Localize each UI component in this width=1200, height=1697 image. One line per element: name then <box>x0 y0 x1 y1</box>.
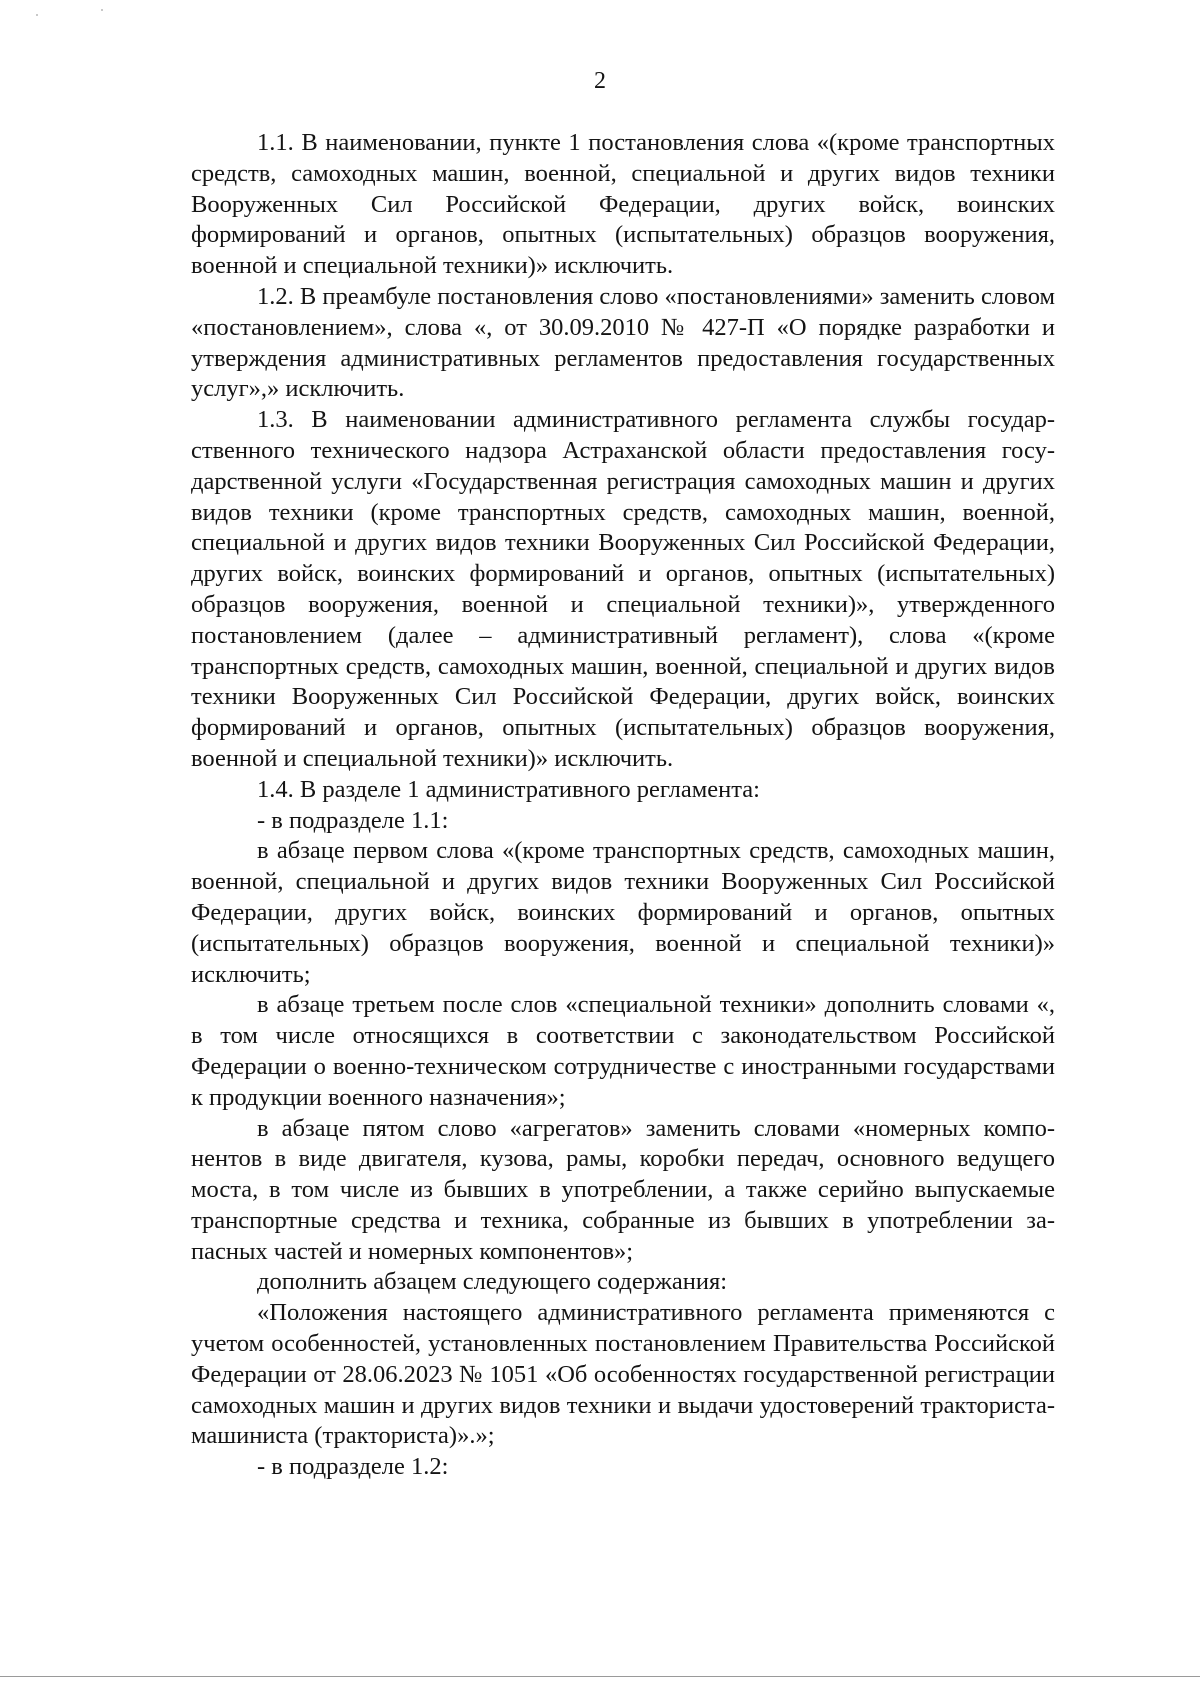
scan-speck <box>101 9 103 11</box>
paragraph-1-1: 1.1. В наименовании, пункте 1 постановления слова «(кроме транспортных средств, самоходных машин, военной, специальной и других видов техники Вооруженных Сил Российской Федерации, других войск, воинских формирований и органов, опытных (испытательных) образцов вооружения, военной и специальной техники)» исключить. <box>191 129 1055 280</box>
paragraph-quoted-provision: «Положения настоящего административного регламента применяются с учетом особенностей, установленных постановлением Правительства Российской Федерации от 28.06.2023 № 1051 «Об особенностях государственной регистрации самоходных машин и других видов техники и выдачи удостоверений тракториста-машиниста (тракториста)».»; <box>191 1299 1055 1450</box>
scan-bottom-edge <box>0 1676 1200 1677</box>
paragraph-fifth-abzac: в абзаце пятом слово «агрегатов» заменить словами «номерных компонентов в виде двигателя, кузова, рамы, коробки передач, основного ведущего моста, в том числе из бывших в употреблении, а также серийно выпускаемые транспортные средства и техника, собранные из бывших в употреблении запасных частей и номерных компонентов»; <box>191 1114 1055 1265</box>
subsection-1-1-heading: - в подразделе 1.1: <box>257 806 449 834</box>
paragraph-first-abzac: в абзаце первом слова «(кроме транспортных средств, самоходных машин, военной, специальной и других видов техники Вооруженных Сил Российской Федерации, других войск, воинских формирований и органов, опытных (испытательных) образцов вооружения, военной и специальной техники)» исключить; <box>191 837 1055 988</box>
paragraph-1-2: 1.2. В преамбуле постановления слово «постановлениями» заменить словом «постановлением», слова «, от 30.09.2010 № 427-П «О порядке разработки и утверждения административных регламентов предоставления государственных услуг»,» исключить. <box>191 282 1055 403</box>
paragraph-third-abzac: в абзаце третьем после слов «специальной техники» дополнить словами «, в том числе относящихся в соответствии с законодательством Российской Федерации о военно-техническом сотрудничестве с иностранными государствами к продукции военного назначения»; <box>191 991 1055 1111</box>
subsection-1-2-heading: - в подразделе 1.2: <box>257 1453 449 1481</box>
document-body <box>191 128 1055 1483</box>
page-number: 2 <box>594 68 606 94</box>
scan-speck <box>36 14 38 16</box>
paragraph-add-abzac: дополнить абзацем следующего содержания: <box>257 1268 728 1296</box>
paragraph-1-3: 1.3. В наименовании административного регламента службы государственного технического надзора Астраханской области предоставления государственной услуги «Государственная регистрация самоходных машин и других видов техники (кроме транспортных средств, самоходных машин, военной, специальной и других видов техники Вооруженных Сил Российской Федерации, других войск, воинских формирований и органов, опытных (испытательных) образцов вооружения, военной и специальной техники)», утвержденного постановлением (далее – административный регламент), слова «(кроме транспортных средств, самоходных машин, военной, специальной и других видов техники Вооруженных Сил Российской Федерации, других войск, воинских формирований и органов, опытных (испытательных) образцов вооружения, военной и специальной техники)» исключить. <box>191 406 1055 772</box>
paragraph-1-4: 1.4. В разделе 1 административного регламента: <box>257 775 760 803</box>
